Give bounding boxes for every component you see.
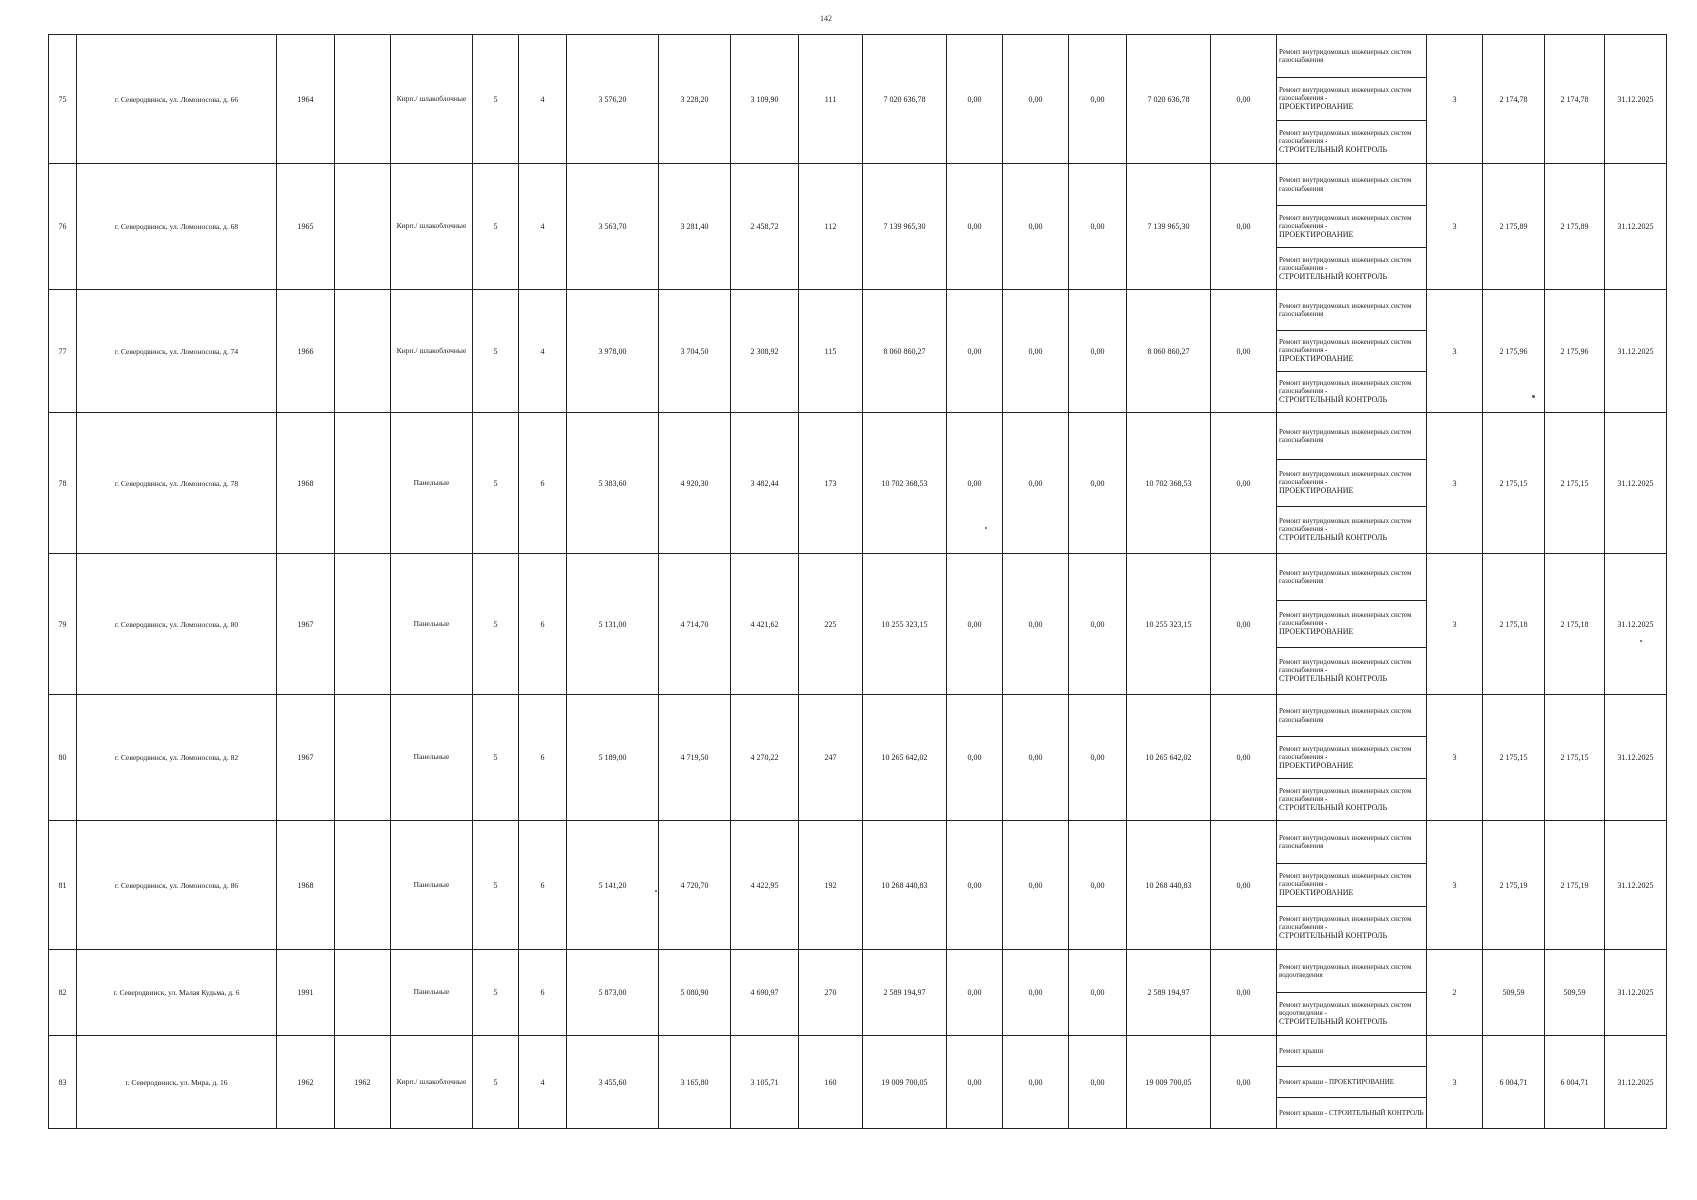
fund-region-cell: 0,00 <box>1003 290 1069 413</box>
fund-region-cell: 0,00 <box>1003 821 1069 950</box>
fund-local-cell: 0,00 <box>1069 413 1127 554</box>
entrances-cell: 4 <box>519 35 567 164</box>
row-number: 83 <box>49 1036 77 1129</box>
wall-material-cell: Кирп./ шлакоблочные <box>391 164 473 290</box>
work-stage-label: ПРОЕКТИРОВАНИЕ <box>1279 888 1354 898</box>
fund-region-cell: 0,00 <box>1003 413 1069 554</box>
work-stage-label: СТРОИТЕЛЬНЫЙ КОНТРОЛЬ <box>1279 802 1388 812</box>
fund-fszkh-cell: 0,00 <box>947 695 1003 821</box>
work-type-label: Ремонт внутридомовых инженерных систем газоснабжения - <box>1279 129 1412 146</box>
total-area-cell: 5 383,60 <box>567 413 659 554</box>
work-type-label: Ремонт внутридомовых инженерных систем водоотведения - <box>1279 1001 1412 1018</box>
year-reconstructed-cell <box>335 164 391 290</box>
work-type-cell <box>1277 290 1427 331</box>
year-built-cell: 1967 <box>277 554 335 695</box>
unit-cost-cell: 2 175,18 <box>1483 554 1545 695</box>
work-stage-label: СТРОИТЕЛЬНЫЙ КОНТРОЛЬ <box>1279 533 1388 543</box>
total-cost-cell: 7 139 965,30 <box>863 164 947 290</box>
residents-cell: 160 <box>799 1036 863 1129</box>
entrances-cell: 6 <box>519 695 567 821</box>
premises-area-cell: 3 228,20 <box>659 35 731 164</box>
total-cost-cell: 10 702 368,53 <box>863 413 947 554</box>
limit-cost-cell: 509,59 <box>1545 950 1605 1036</box>
total-cost-cell: 10 268 440,83 <box>863 821 947 950</box>
limit-cost-cell: 2 175,15 <box>1545 695 1605 821</box>
work-type-cell <box>1277 1036 1427 1067</box>
unit-cost-cell: 2 175,89 <box>1483 164 1545 290</box>
limit-cost-cell: 2 174,78 <box>1545 35 1605 164</box>
fund-local-cell: 0,00 <box>1069 950 1127 1036</box>
fund-fszkh-cell: 0,00 <box>947 290 1003 413</box>
wall-material-cell: Кирп./ шлакоблочные <box>391 290 473 413</box>
work-count-cell: 3 <box>1427 290 1483 413</box>
work-type-cell <box>1277 648 1427 695</box>
fund-local-cell: 0,00 <box>1069 35 1127 164</box>
total-cost-cell: 10 255 323,15 <box>863 554 947 695</box>
floors-cell: 5 <box>473 1036 519 1129</box>
premises-area-cell: 4 719,50 <box>659 695 731 821</box>
work-type-label: Ремонт крыши - СТРОИТЕЛЬНЫЙ КОНТРОЛЬ <box>1279 1108 1424 1117</box>
table-row <box>49 413 1667 460</box>
year-built-cell: 1991 <box>277 950 335 1036</box>
fund-owners-cell: 10 265 642,02 <box>1127 695 1211 821</box>
wall-material-cell: Кирп./ шлакоблочные <box>391 35 473 164</box>
wall-material-cell: Панельные <box>391 950 473 1036</box>
work-type-cell <box>1277 1098 1427 1129</box>
address-cell: г. Северодвинск, ул. Ломоносова, д. 82 <box>77 695 277 821</box>
work-type-cell <box>1277 554 1427 601</box>
total-area-cell: 3 563,70 <box>567 164 659 290</box>
work-count-cell: 3 <box>1427 821 1483 950</box>
fund-region-cell: 0,00 <box>1003 554 1069 695</box>
work-type-cell <box>1277 864 1427 907</box>
work-type-label: Ремонт внутридомовых инженерных систем газоснабжения - <box>1279 786 1412 803</box>
work-type-label: Ремонт внутридомовых инженерных систем газоснабжения - <box>1279 338 1412 355</box>
work-type-cell <box>1277 950 1427 993</box>
work-stage-label: СТРОИТЕЛЬНЫЙ КОНТРОЛЬ <box>1279 674 1388 684</box>
fund-other-cell: 0,00 <box>1211 413 1277 554</box>
work-type-cell <box>1277 993 1427 1036</box>
total-area-cell: 5 141,20 <box>567 821 659 950</box>
fund-owners-cell: 8 060 860,27 <box>1127 290 1211 413</box>
limit-cost-cell: 2 175,89 <box>1545 164 1605 290</box>
floors-cell: 5 <box>473 164 519 290</box>
residents-cell: 115 <box>799 290 863 413</box>
row-number: 79 <box>49 554 77 695</box>
work-count-cell: 3 <box>1427 164 1483 290</box>
entrances-cell: 6 <box>519 554 567 695</box>
deadline-cell: 31.12.2025 <box>1605 554 1667 695</box>
address-cell: г. Северодвинск, ул. Мира, д. 16 <box>77 1036 277 1129</box>
fund-region-cell: 0,00 <box>1003 35 1069 164</box>
table-row <box>49 35 1667 78</box>
fund-owners-cell: 7 020 636,78 <box>1127 35 1211 164</box>
work-type-label: Ремонт внутридомовых инженерных систем газоснабжения - <box>1279 213 1412 230</box>
work-type-cell <box>1277 821 1427 864</box>
year-built-cell: 1966 <box>277 290 335 413</box>
address-cell: г. Северодвинск, ул. Ломоносова, д. 68 <box>77 164 277 290</box>
premises-area-cell: 4 720,70 <box>659 821 731 950</box>
fund-owners-cell: 10 268 440,83 <box>1127 821 1211 950</box>
residential-area-cell: 4 422,95 <box>731 821 799 950</box>
entrances-cell: 4 <box>519 1036 567 1129</box>
row-number: 78 <box>49 413 77 554</box>
year-built-cell: 1968 <box>277 413 335 554</box>
year-reconstructed-cell <box>335 35 391 164</box>
limit-cost-cell: 2 175,96 <box>1545 290 1605 413</box>
year-built-cell: 1964 <box>277 35 335 164</box>
fund-local-cell: 0,00 <box>1069 1036 1127 1129</box>
fund-region-cell: 0,00 <box>1003 950 1069 1036</box>
work-type-label: Ремонт внутридомовых инженерных систем газоснабжения - <box>1279 379 1412 396</box>
deadline-cell: 31.12.2025 <box>1605 290 1667 413</box>
limit-cost-cell: 6 004,71 <box>1545 1036 1605 1129</box>
residential-area-cell: 4 270,22 <box>731 695 799 821</box>
fund-local-cell: 0,00 <box>1069 554 1127 695</box>
table-row <box>49 164 1667 206</box>
work-type-label: Ремонт внутридомовых инженерных систем водоотведения <box>1279 962 1412 979</box>
wall-material-cell: Панельные <box>391 695 473 821</box>
residential-area-cell: 4 421,62 <box>731 554 799 695</box>
address-cell: г. Северодвинск, ул. Ломоносова, д. 86 <box>77 821 277 950</box>
premises-area-cell: 3 165,80 <box>659 1036 731 1129</box>
address-cell: г. Северодвинск, ул. Ломоносова, д. 74 <box>77 290 277 413</box>
entrances-cell: 6 <box>519 950 567 1036</box>
work-type-label: Ремонт крыши - ПРОЕКТИРОВАНИЕ <box>1279 1077 1395 1086</box>
fund-owners-cell: 19 009 700,05 <box>1127 1036 1211 1129</box>
work-type-cell <box>1277 413 1427 460</box>
work-stage-label: СТРОИТЕЛЬНЫЙ КОНТРОЛЬ <box>1279 145 1388 155</box>
table-row <box>49 1036 1667 1067</box>
work-stage-label: СТРОИТЕЛЬНЫЙ КОНТРОЛЬ <box>1279 271 1388 281</box>
floors-cell: 5 <box>473 821 519 950</box>
year-built-cell: 1968 <box>277 821 335 950</box>
work-stage-label: СТРОИТЕЛЬНЫЙ КОНТРОЛЬ <box>1279 1017 1388 1027</box>
deadline-cell: 31.12.2025 <box>1605 1036 1667 1129</box>
deadline-cell: 31.12.2025 <box>1605 695 1667 821</box>
fund-fszkh-cell: 0,00 <box>947 950 1003 1036</box>
limit-cost-cell: 2 175,19 <box>1545 821 1605 950</box>
work-type-label: Ремонт внутридомовых инженерных систем газоснабжения - <box>1279 872 1412 889</box>
year-reconstructed-cell <box>335 695 391 821</box>
residential-area-cell: 3 105,71 <box>731 1036 799 1129</box>
row-number: 81 <box>49 821 77 950</box>
fund-region-cell: 0,00 <box>1003 695 1069 821</box>
work-count-cell: 3 <box>1427 695 1483 821</box>
work-stage-label: ПРОЕКТИРОВАНИЕ <box>1279 627 1354 637</box>
work-type-cell <box>1277 35 1427 78</box>
address-cell: г. Северодвинск, ул. Ломоносова, д. 80 <box>77 554 277 695</box>
work-type-label: Ремонт внутридомовых инженерных систем газоснабжения - <box>1279 86 1412 103</box>
work-type-cell <box>1277 601 1427 648</box>
row-number: 76 <box>49 164 77 290</box>
work-type-cell <box>1277 695 1427 737</box>
fund-other-cell: 0,00 <box>1211 695 1277 821</box>
work-type-label: Ремонт внутридомовых инженерных систем газоснабжения <box>1279 707 1412 724</box>
fund-local-cell: 0,00 <box>1069 821 1127 950</box>
work-stage-label: ПРОЕКТИРОВАНИЕ <box>1279 229 1354 239</box>
unit-cost-cell: 509,59 <box>1483 950 1545 1036</box>
entrances-cell: 4 <box>519 164 567 290</box>
residential-area-cell: 2 458,72 <box>731 164 799 290</box>
residents-cell: 225 <box>799 554 863 695</box>
row-number: 82 <box>49 950 77 1036</box>
work-type-cell <box>1277 737 1427 779</box>
work-type-label: Ремонт внутридомовых инженерных систем газоснабжения - <box>1279 517 1412 534</box>
work-count-cell: 3 <box>1427 554 1483 695</box>
limit-cost-cell: 2 175,18 <box>1545 554 1605 695</box>
row-number: 75 <box>49 35 77 164</box>
work-type-label: Ремонт внутридомовых инженерных систем газоснабжения <box>1279 568 1412 585</box>
premises-area-cell: 3 704,50 <box>659 290 731 413</box>
floors-cell: 5 <box>473 950 519 1036</box>
fund-other-cell: 0,00 <box>1211 35 1277 164</box>
work-type-cell <box>1277 206 1427 248</box>
deadline-cell: 31.12.2025 <box>1605 821 1667 950</box>
residential-area-cell: 3 482,44 <box>731 413 799 554</box>
work-type-cell <box>1277 1067 1427 1098</box>
year-built-cell: 1962 <box>277 1036 335 1129</box>
work-stage-label: ПРОЕКТИРОВАНИЕ <box>1279 486 1354 496</box>
work-type-cell <box>1277 248 1427 290</box>
residents-cell: 173 <box>799 413 863 554</box>
work-type-cell <box>1277 164 1427 206</box>
entrances-cell: 6 <box>519 821 567 950</box>
total-cost-cell: 2 589 194,97 <box>863 950 947 1036</box>
work-count-cell: 2 <box>1427 950 1483 1036</box>
work-type-label: Ремонт внутридомовых инженерных систем газоснабжения - <box>1279 744 1412 761</box>
entrances-cell: 4 <box>519 290 567 413</box>
limit-cost-cell: 2 175,15 <box>1545 413 1605 554</box>
floors-cell: 5 <box>473 413 519 554</box>
table-row <box>49 554 1667 601</box>
work-type-label: Ремонт внутридомовых инженерных систем газоснабжения - <box>1279 611 1412 628</box>
unit-cost-cell: 2 175,15 <box>1483 413 1545 554</box>
residential-area-cell: 3 109,90 <box>731 35 799 164</box>
work-stage-label: СТРОИТЕЛЬНЫЙ КОНТРОЛЬ <box>1279 395 1388 405</box>
fund-fszkh-cell: 0,00 <box>947 1036 1003 1129</box>
table-row <box>49 950 1667 993</box>
total-area-cell: 3 576,20 <box>567 35 659 164</box>
floors-cell: 5 <box>473 695 519 821</box>
fund-local-cell: 0,00 <box>1069 290 1127 413</box>
year-built-cell: 1965 <box>277 164 335 290</box>
year-reconstructed-cell <box>335 290 391 413</box>
total-area-cell: 3 455,60 <box>567 1036 659 1129</box>
work-type-label: Ремонт внутридомовых инженерных систем газоснабжения - <box>1279 255 1412 272</box>
work-type-cell <box>1277 121 1427 164</box>
residents-cell: 192 <box>799 821 863 950</box>
table-body <box>49 35 1667 1129</box>
address-cell: г. Северодвинск, ул. Ломоносова, д. 78 <box>77 413 277 554</box>
fund-other-cell: 0,00 <box>1211 1036 1277 1129</box>
total-area-cell: 5 131,00 <box>567 554 659 695</box>
work-stage-label: ПРОЕКТИРОВАНИЕ <box>1279 354 1354 364</box>
fund-region-cell: 0,00 <box>1003 1036 1069 1129</box>
fund-other-cell: 0,00 <box>1211 950 1277 1036</box>
year-reconstructed-cell <box>335 821 391 950</box>
work-type-label: Ремонт внутридомовых инженерных систем газоснабжения <box>1279 301 1412 318</box>
table-row <box>49 821 1667 864</box>
deadline-cell: 31.12.2025 <box>1605 35 1667 164</box>
work-type-cell <box>1277 507 1427 554</box>
residents-cell: 270 <box>799 950 863 1036</box>
deadline-cell: 31.12.2025 <box>1605 950 1667 1036</box>
work-type-label: Ремонт крыши <box>1279 1046 1324 1055</box>
work-type-cell <box>1277 331 1427 372</box>
total-area-cell: 3 978,00 <box>567 290 659 413</box>
capital-repair-table <box>48 34 1667 1129</box>
premises-area-cell: 4 714,70 <box>659 554 731 695</box>
work-type-label: Ремонт внутридомовых инженерных систем газоснабжения <box>1279 176 1412 193</box>
fund-fszkh-cell: 0,00 <box>947 164 1003 290</box>
floors-cell: 5 <box>473 290 519 413</box>
work-stage-label: ПРОЕКТИРОВАНИЕ <box>1279 760 1354 770</box>
residents-cell: 111 <box>799 35 863 164</box>
fund-local-cell: 0,00 <box>1069 164 1127 290</box>
row-number: 80 <box>49 695 77 821</box>
wall-material-cell: Панельные <box>391 554 473 695</box>
total-cost-cell: 10 265 642,02 <box>863 695 947 821</box>
unit-cost-cell: 2 175,96 <box>1483 290 1545 413</box>
work-type-label: Ремонт внутридомовых инженерных систем газоснабжения <box>1279 47 1412 64</box>
year-reconstructed-cell <box>335 950 391 1036</box>
address-cell: г. Северодвинск, ул. Ломоносова, д. 66 <box>77 35 277 164</box>
work-type-label: Ремонт внутридомовых инженерных систем газоснабжения - <box>1279 915 1412 932</box>
fund-owners-cell: 2 589 194,97 <box>1127 950 1211 1036</box>
premises-area-cell: 4 920,30 <box>659 413 731 554</box>
year-reconstructed-cell <box>335 554 391 695</box>
residential-area-cell: 2 308,92 <box>731 290 799 413</box>
premises-area-cell: 3 281,40 <box>659 164 731 290</box>
fund-fszkh-cell: 0,00 <box>947 821 1003 950</box>
table-row <box>49 695 1667 737</box>
unit-cost-cell: 2 175,19 <box>1483 821 1545 950</box>
fund-other-cell: 0,00 <box>1211 290 1277 413</box>
work-type-cell <box>1277 78 1427 121</box>
work-type-cell <box>1277 460 1427 507</box>
work-type-label: Ремонт внутридомовых инженерных систем газоснабжения <box>1279 427 1412 444</box>
total-cost-cell: 7 020 636,78 <box>863 35 947 164</box>
floors-cell: 5 <box>473 554 519 695</box>
total-area-cell: 5 189,00 <box>567 695 659 821</box>
work-type-label: Ремонт внутридомовых инженерных систем газоснабжения <box>1279 833 1412 850</box>
fund-fszkh-cell: 0,00 <box>947 554 1003 695</box>
fund-other-cell: 0,00 <box>1211 164 1277 290</box>
entrances-cell: 6 <box>519 413 567 554</box>
fund-fszkh-cell: 0,00 <box>947 35 1003 164</box>
work-type-label: Ремонт внутридомовых инженерных систем газоснабжения - <box>1279 470 1412 487</box>
year-built-cell: 1967 <box>277 695 335 821</box>
fund-other-cell: 0,00 <box>1211 554 1277 695</box>
floors-cell: 5 <box>473 35 519 164</box>
fund-owners-cell: 10 702 368,53 <box>1127 413 1211 554</box>
address-cell: г. Северодвинск, ул. Малая Кудьма, д. 6 <box>77 950 277 1036</box>
total-cost-cell: 8 060 860,27 <box>863 290 947 413</box>
wall-material-cell: Панельные <box>391 413 473 554</box>
work-count-cell: 3 <box>1427 413 1483 554</box>
fund-local-cell: 0,00 <box>1069 695 1127 821</box>
work-stage-label: ПРОЕКТИРОВАНИЕ <box>1279 102 1354 112</box>
fund-other-cell: 0,00 <box>1211 821 1277 950</box>
deadline-cell: 31.12.2025 <box>1605 164 1667 290</box>
residential-area-cell: 4 690,97 <box>731 950 799 1036</box>
unit-cost-cell: 6 004,71 <box>1483 1036 1545 1129</box>
fund-fszkh-cell: 0,00 <box>947 413 1003 554</box>
work-type-cell <box>1277 907 1427 950</box>
work-count-cell: 3 <box>1427 35 1483 164</box>
year-reconstructed-cell <box>335 413 391 554</box>
unit-cost-cell: 2 175,15 <box>1483 695 1545 821</box>
work-type-cell <box>1277 779 1427 821</box>
deadline-cell: 31.12.2025 <box>1605 413 1667 554</box>
page-number: 142 <box>820 14 832 23</box>
wall-material-cell: Панельные <box>391 821 473 950</box>
fund-owners-cell: 10 255 323,15 <box>1127 554 1211 695</box>
work-type-cell <box>1277 372 1427 413</box>
year-reconstructed-cell: 1962 <box>335 1036 391 1129</box>
table-row <box>49 290 1667 331</box>
total-area-cell: 5 873,00 <box>567 950 659 1036</box>
work-count-cell: 3 <box>1427 1036 1483 1129</box>
fund-region-cell: 0,00 <box>1003 164 1069 290</box>
unit-cost-cell: 2 174,78 <box>1483 35 1545 164</box>
work-stage-label: СТРОИТЕЛЬНЫЙ КОНТРОЛЬ <box>1279 931 1388 941</box>
total-cost-cell: 19 009 700,05 <box>863 1036 947 1129</box>
fund-owners-cell: 7 139 965,30 <box>1127 164 1211 290</box>
wall-material-cell: Кирп./ шлакоблочные <box>391 1036 473 1129</box>
premises-area-cell: 5 080,90 <box>659 950 731 1036</box>
work-type-label: Ремонт внутридомовых инженерных систем газоснабжения - <box>1279 658 1412 675</box>
residents-cell: 112 <box>799 164 863 290</box>
row-number: 77 <box>49 290 77 413</box>
residents-cell: 247 <box>799 695 863 821</box>
